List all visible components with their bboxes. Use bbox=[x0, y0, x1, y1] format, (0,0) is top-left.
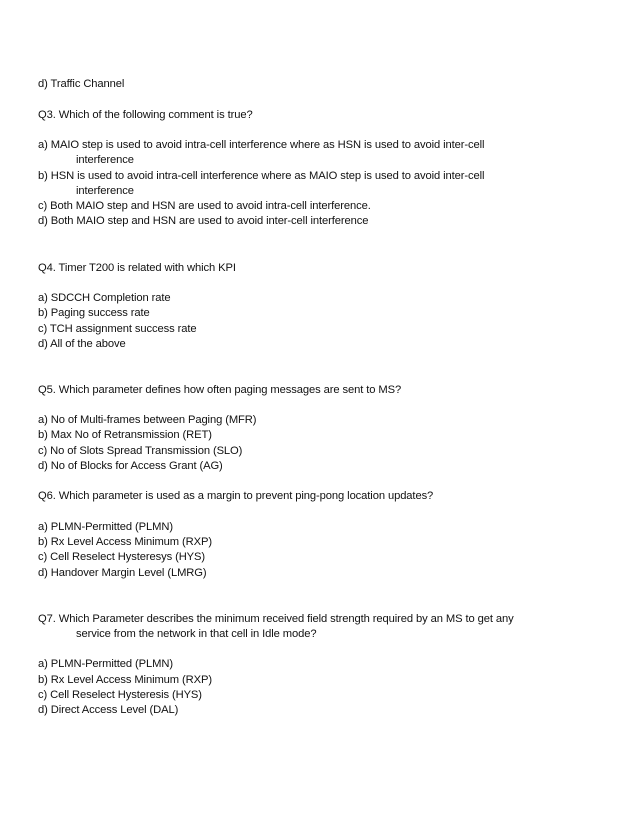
q4-option-c: c) TCH assignment success rate bbox=[38, 323, 197, 335]
q4-question: Q4. Timer T200 is related with which KPI bbox=[38, 262, 236, 274]
q7-option-d: d) Direct Access Level (DAL) bbox=[38, 704, 179, 716]
q3-option-c: c) Both MAIO step and HSN are used to avoid intra-cell interference. bbox=[38, 200, 371, 212]
q6-question: Q6. Which parameter is used as a margin to prevent ping-pong location updates? bbox=[38, 490, 434, 502]
q5-option-b: b) Max No of Retransmission (RET) bbox=[38, 429, 212, 441]
q5-option-a: a) No of Multi-frames between Paging (MFR) bbox=[38, 414, 257, 426]
q7-option-a: a) PLMN-Permitted (PLMN) bbox=[38, 658, 173, 670]
q2-option-d: d) Traffic Channel bbox=[38, 78, 125, 90]
q5-question: Q5. Which parameter defines how often paging messages are sent to MS? bbox=[38, 384, 402, 396]
q6-option-c: c) Cell Reselect Hysteresys (HYS) bbox=[38, 551, 206, 563]
q4-option-b: b) Paging success rate bbox=[38, 307, 150, 319]
q7-question-continued: service from the network in that cell in Idle mode? bbox=[76, 628, 317, 640]
q7-question: Q7. Which Parameter describes the minimum received field strength required by an MS to get any bbox=[38, 613, 514, 625]
q5-option-d: d) No of Blocks for Access Grant (AG) bbox=[38, 460, 223, 472]
q3-option-b: b) HSN is used to avoid intra-cell interference where as MAIO step is used to avoid inter-cell bbox=[38, 170, 485, 182]
q7-option-c: c) Cell Reselect Hysteresis (HYS) bbox=[38, 689, 202, 701]
q6-option-a: a) PLMN-Permitted (PLMN) bbox=[38, 521, 173, 533]
q3-option-b-continued: interference bbox=[76, 185, 134, 197]
q6-option-d: d) Handover Margin Level (LMRG) bbox=[38, 567, 207, 579]
q6-option-b: b) Rx Level Access Minimum (RXP) bbox=[38, 536, 212, 548]
q3-option-a: a) MAIO step is used to avoid intra-cell interference where as HSN is used to avoid inter-cell bbox=[38, 139, 485, 151]
q3-question: Q3. Which of the following comment is true? bbox=[38, 109, 253, 121]
q4-option-a: a) SDCCH Completion rate bbox=[38, 292, 171, 304]
q3-option-a-continued: interference bbox=[76, 154, 134, 166]
q4-option-d: d) All of the above bbox=[38, 338, 126, 350]
q5-option-c: c) No of Slots Spread Transmission (SLO) bbox=[38, 445, 243, 457]
q7-option-b: b) Rx Level Access Minimum (RXP) bbox=[38, 674, 212, 686]
q3-option-d: d) Both MAIO step and HSN are used to avoid inter-cell interference bbox=[38, 215, 369, 227]
